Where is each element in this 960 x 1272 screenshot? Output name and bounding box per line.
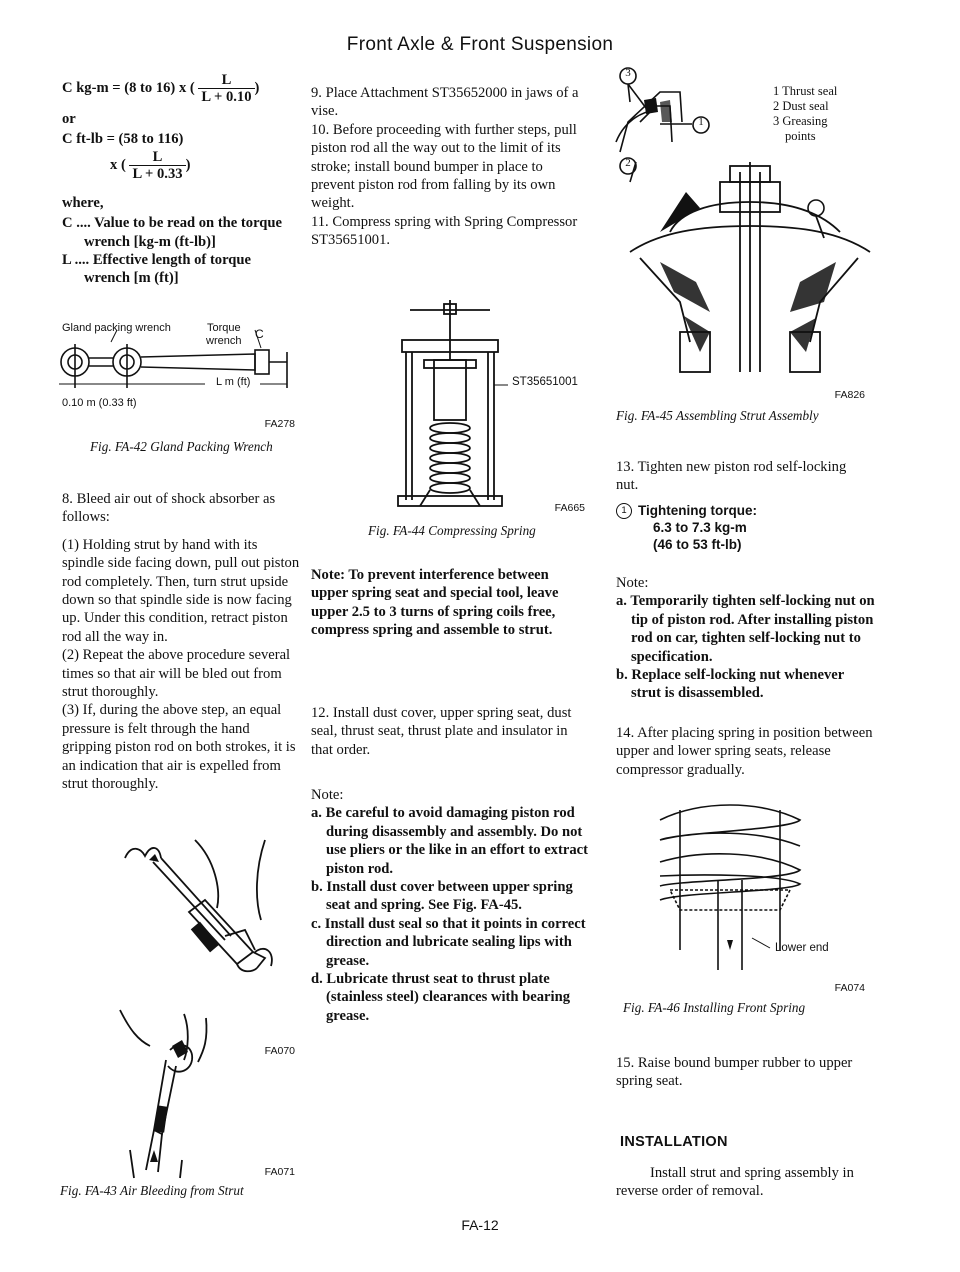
step9: 9. Place Attachment ST35652000 in jaws of a vise. (311, 85, 579, 120)
formula-l-def-1: L .... Effective length of torque (62, 252, 252, 269)
step8-s3: (3) If, during the above step, an equal pressure is felt through the hand gripping piston rod on both strokes, it is an indication that air is expelled from strut thoroughly. (62, 702, 296, 793)
step14: 14. After placing spring in position between upper and lower spring seats, release compressor gradually. (616, 725, 873, 778)
page-number: FA-12 (461, 1217, 499, 1233)
formula-line1-lhs: C kg-m = (8 to 16) x ( (62, 79, 195, 96)
fig44-tool-label: ST35651001 (512, 376, 578, 388)
fig45-strut-assembly-drawing (600, 62, 880, 382)
fig46-code: FA074 (834, 982, 865, 994)
fig42-label-c: C (255, 327, 264, 341)
torque-value-2: (46 to 53 ft-lb) (653, 537, 742, 553)
fig42-label-010: 0.10 m (0.33 ft) (62, 397, 137, 409)
installation-title: INSTALLATION (620, 1134, 728, 1150)
fig46-caption: Fig. FA-46 Installing Front Spring (623, 1000, 806, 1015)
formula-where: where, (62, 194, 104, 211)
formula-fraction-1 (198, 72, 254, 105)
formula-c-def-1: C .... Value to be read on the torque (62, 215, 283, 232)
step10: 10. Before proceeding with further steps, pull piston rod all the way out to the limit of its stroke; install bound bumper in place to prevent piston rod from falling by its own weight. (311, 121, 577, 212)
fig43-caption: Fig. FA-43 Air Bleeding from Strut (60, 1183, 244, 1198)
formula-den-1: L + 0.10 (201, 89, 252, 105)
note3-item-a: a. Temporarily tighten self-locking nut on tip of piston rod. After installing piston rod on car, tighten self-locking nut to specification. (616, 593, 875, 665)
note2-item-b: b. Install dust cover between upper spring seat and spring. See Fig. FA-45. (311, 879, 573, 914)
formula-line2: C ft-lb = (58 to 116) (62, 131, 184, 148)
formula-line3-end: ) (185, 156, 191, 173)
fig45-callout-3: 3 (625, 67, 631, 79)
installation-text: Install strut and spring assembly in reverse order of removal. (616, 1165, 854, 1200)
step13: 13. Tighten new piston rod self-locking nut. (616, 459, 847, 494)
formula-fraction-2 (129, 149, 185, 182)
formula-or: or (62, 111, 76, 127)
formula-block (62, 72, 292, 288)
fig46-label: Lower end (775, 942, 829, 954)
formula-line1-end: ) (254, 79, 260, 96)
torque-marker: 1 (621, 505, 627, 517)
torque-spec (616, 502, 757, 553)
fig44-code: FA665 (554, 502, 585, 514)
note2-block (311, 786, 589, 1025)
fig42-caption: Fig. FA-42 Gland Packing Wrench (90, 439, 273, 454)
fig44-compressor-drawing (390, 300, 510, 510)
note2-item-d: d. Lubricate thrust seat to thrust plate (stainless steel) clearances with bearing grease. (311, 971, 570, 1024)
fig42-label-torque: Torque (207, 322, 241, 334)
step15: 15. Raise bound bumper rubber to upper spring seat. (616, 1055, 853, 1090)
fig45-code: FA826 (834, 389, 865, 401)
formula-num-1: L (198, 72, 254, 89)
fig45-legend (773, 84, 837, 144)
torque-marker-icon (616, 503, 632, 519)
step8-s2: (2) Repeat the above procedure several times so that air will be bled out from strut thoroughly. (62, 647, 291, 701)
formula-l-def-2: wrench [m (ft)] (84, 270, 179, 287)
note2-item-a: a. Be careful to avoid damaging piston rod during disassembly and assembly. Do not use pliers or the like in an effort to extract piston rod. (311, 805, 588, 877)
step8-block (62, 490, 302, 794)
note2-item-c: c. Install dust seal so that it points in correct direction and lubricate sealing lips with grease. (311, 915, 586, 969)
steps-mid-block (311, 84, 589, 250)
note2-title: Note: (311, 787, 344, 803)
formula-c-def-2: wrench [kg-m (ft-lb)] (84, 233, 216, 250)
note3-block (616, 574, 876, 703)
torque-title: Tightening torque: (638, 503, 757, 518)
fig42-wrench-drawing (55, 340, 295, 400)
fig45-caption: Fig. FA-45 Assembling Strut Assembly (616, 408, 819, 423)
fig42-code: FA278 (264, 418, 295, 430)
torque-value-1: 6.3 to 7.3 kg-m (653, 520, 747, 536)
fig42-label-lm: L m (ft) (213, 376, 253, 388)
step12: 12. Install dust cover, upper spring seat, dust seal, thrust seat, thrust plate and insulator in that order. (311, 705, 572, 758)
fig45-legend-4: points (785, 129, 816, 143)
step8-intro: 8. Bleed air out of shock absorber as follows: (62, 491, 276, 526)
note1: Note: To prevent interference between upper spring seat and special tool, leave upper 2.5 to 3 turns of spring coils free, compress spring and assemble to strut. (311, 567, 559, 639)
fig45-legend-1: 1 Thrust seal (773, 84, 838, 98)
fig42-label-wrench: wrench (206, 335, 242, 347)
formula-c-def (62, 214, 292, 251)
note3-item-b: b. Replace self-locking nut whenever strut is disassembled. (616, 667, 844, 702)
fig43-code-b: FA071 (264, 1166, 295, 1178)
fig43-strut-drawing-b (110, 1010, 230, 1180)
formula-num-2: L (129, 149, 185, 166)
page-header: Front Axle & Front Suspension (346, 34, 614, 55)
fig42-label-gland: Gland packing wrench (62, 322, 171, 334)
formula-l-def (62, 251, 292, 288)
fig44-caption: Fig. FA-44 Compressing Spring (368, 523, 536, 538)
fig43-code-a: FA070 (264, 1045, 295, 1057)
fig45-callout-1: 1 (698, 116, 704, 128)
formula-den-2: L + 0.33 (132, 165, 183, 182)
fig45-callout-2: 2 (625, 157, 631, 169)
fig45-legend-3: 3 Greasing (773, 114, 828, 128)
fig45-legend-2: 2 Dust seal (773, 99, 829, 113)
fig43-strut-drawing-a (105, 840, 285, 980)
note3-title: Note: (616, 575, 649, 591)
formula-line3-lhs: x ( (110, 156, 126, 173)
step11: 11. Compress spring with Spring Compressor ST35651001. (311, 213, 578, 249)
step8-s1: (1) Holding strut by hand with its spindle side facing down, pull out piston rod completely. Then, turn strut upside down so that spindle side is now facing up. Under this condition, retract piston rod all the way in. (62, 536, 300, 645)
